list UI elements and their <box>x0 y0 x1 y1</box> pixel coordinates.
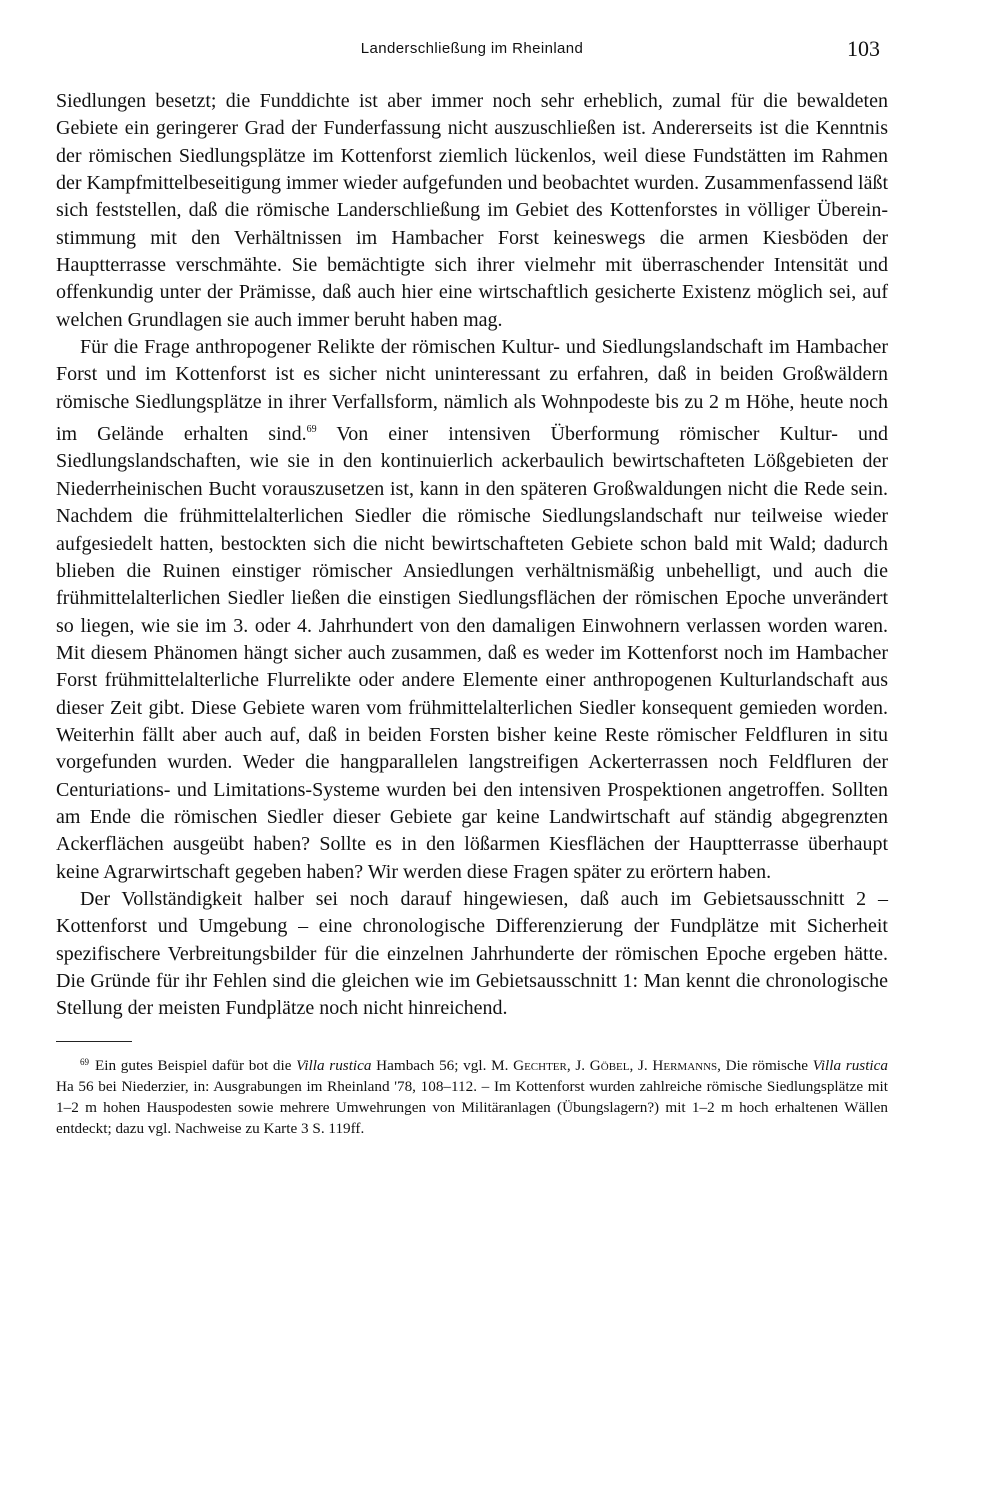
footnote-italic-2: Villa rustica <box>812 1056 888 1074</box>
footnote-text-1: Ein gutes Beispiel dafür bot die <box>95 1056 297 1074</box>
author-name-1: Gechter <box>513 1056 567 1074</box>
paragraph-2-part-2: Von einer intensiven Überformung römischer Kultur- und Siedlungslandschaften, wie sie in den kontinuierlich ackerbaulich bewirtschafteten Lößgebieten der Niederrheinischen Bucht vorauszusetzen ist, kann in den späteren Großwaldungen nicht die Rede sein. Nachdem die frühmittelalterlichen Siedler die römische Siedlungslandschaft nur teilweise wieder aufgesiedelt hatten, bestockten sich die nicht bewirtschafteten Gebiete schon bald mit Wald; dadurch blieben die Ruinen einstiger römischer Ansiedlungen verhältnismäßig unbehelligt, und auch die frühmittelalterlichen Siedler ließen die einstigen Siedlungsflächen der römischen Epoche unverändert so liegen, wie sie im 3. oder 4. Jahrhundert von den damaligen Einwohnern verlassen worden waren. Mit diesem Phänomen hängt sicher auch zusammen, daß es weder im Kottenforst noch im Hambacher Forst frühmittelalterliche Flurrelikte oder andere Elemente einer anthropogenen Kulturlandschaft aus dieser Zeit gibt. Diese Gebiete waren vom frühmittelalterlichen Siedler konsequent gemieden worden. Weiterhin fällt aber auch auf, daß in beiden Forsten bisher keine Reste römischer Feldfluren in situ vorgefunden wurden. Weder die hangparallelen langstreifigen Ackerterrassen noch Feldfluren der Centuriations- und Limitations-Systeme wurden bei den intensiven Prospektionen angetroffen. Sollten am Ende die römischen Siedler dieser Gebiete gar keine Landwirtschaft auf ständig abgegrenzten Ackerflächen ausgeübt haben? Sollte es in den lößarmen Kiesflächen der Hauptterrasse überhaupt keine Agrarwirtschaft gegeben haben? Wir werden diese Fragen später zu erörtern haben. <box>56 423 888 883</box>
footnote-reference: 69 <box>306 424 317 436</box>
running-title: Landerschließung im Rheinland <box>360 40 584 57</box>
author-name-2: Göbel <box>589 1056 630 1074</box>
running-head <box>56 32 888 62</box>
footnote-text-6: Ha 56 bei Niederzier, in: Ausgrabungen im Rheinland '78, 108–112. – Im Kottenforst wurden zahlreiche römische Siedlungsplätze mit 1–2 m hohen Hauspodesten sowie mehrere Umwehrungen von Militäranlagen (Übungslagern?) mit 1–2 m hoch erhaltenen Wällen entdeckt; dazu vgl. Nachweise zu Karte 3 S. 119ff. <box>56 1077 888 1138</box>
footnote-rule <box>56 1041 132 1042</box>
footnote <box>56 1052 888 1140</box>
footnote-text-4: , J. <box>629 1056 653 1074</box>
paragraph-2 <box>56 334 888 886</box>
paragraph-2-part-1: Für die Frage anthropogener Relikte der römischen Kultur- und Siedlungslandschaft im Hambacher Forst und im Kottenforst ist es sicher nicht uninteressant zu erfahren, daß in beiden Großwäldern römische Siedlungsplätze in ihrer Verfallsform, nämlich als Wohnpodeste bis zu 2 m Höhe, heute noch im Gelände erhalten sind. <box>56 336 888 446</box>
paragraph-1: Siedlungen besetzt; die Funddichte ist aber immer noch sehr erheblich, zumal für die bewaldeten Gebiete ein geringerer Grad der Funderfassung nicht auszuschließen ist. Andererseits ist die Kenntnis der römischen Siedlungsplätze im Kottenforst ziemlich lückenlos, weil diese Fundstätten im Rahmen der Kampfmittelbeseitigung immer wieder aufgefunden und beobachtet wurden. Zusammenfassend läßt sich feststellen, daß die römische Landerschließung im Gebiet des Kottenforstes in völliger Übereinstimmung mit den Verhältnissen im Hambacher Forst keineswegs die armen Kiesböden der Hauptterrasse verschmähte. Sie bemächtigte sich ihrer vielmehr mit überraschender Intensität und offenkundig unter der Prämisse, daß auch hier eine wirtschaftlich gesicherte Existenz möglich sei, auf welchen Grundlagen sie auch immer beruht haben mag. <box>56 90 888 331</box>
footnote-italic-1: Villa rustica <box>296 1056 372 1074</box>
author-name-3: Hermanns <box>652 1056 718 1074</box>
footnote-text-5: , Die römische <box>717 1056 813 1074</box>
page-number: 103 <box>847 36 880 61</box>
footnote-text-2: Hambach 56; vgl. M. <box>371 1056 514 1074</box>
footnote-text-3: , J. <box>566 1056 590 1074</box>
paragraph-3: Der Vollständigkeit halber sei noch darauf hingewiesen, daß auch im Gebietsausschnitt 2 – Kottenforst und Umgebung – eine chronologische Differenzierung der Fundplätze mit Sicherheit spezifischere Verbreitungsbilder für die einzelnen Jahrhunderte der römischen Epoche ergeben hätte. Die Gründe für ihr Fehlen sind die gleichen wie im Gebietsausschnitt 1: Man kennt die chronologische Stellung der meisten Fundplätze noch nicht hinreichend. <box>56 887 888 1020</box>
book-page <box>56 32 888 1140</box>
footnote-number: 69 <box>80 1056 89 1067</box>
body-text <box>56 88 888 1023</box>
